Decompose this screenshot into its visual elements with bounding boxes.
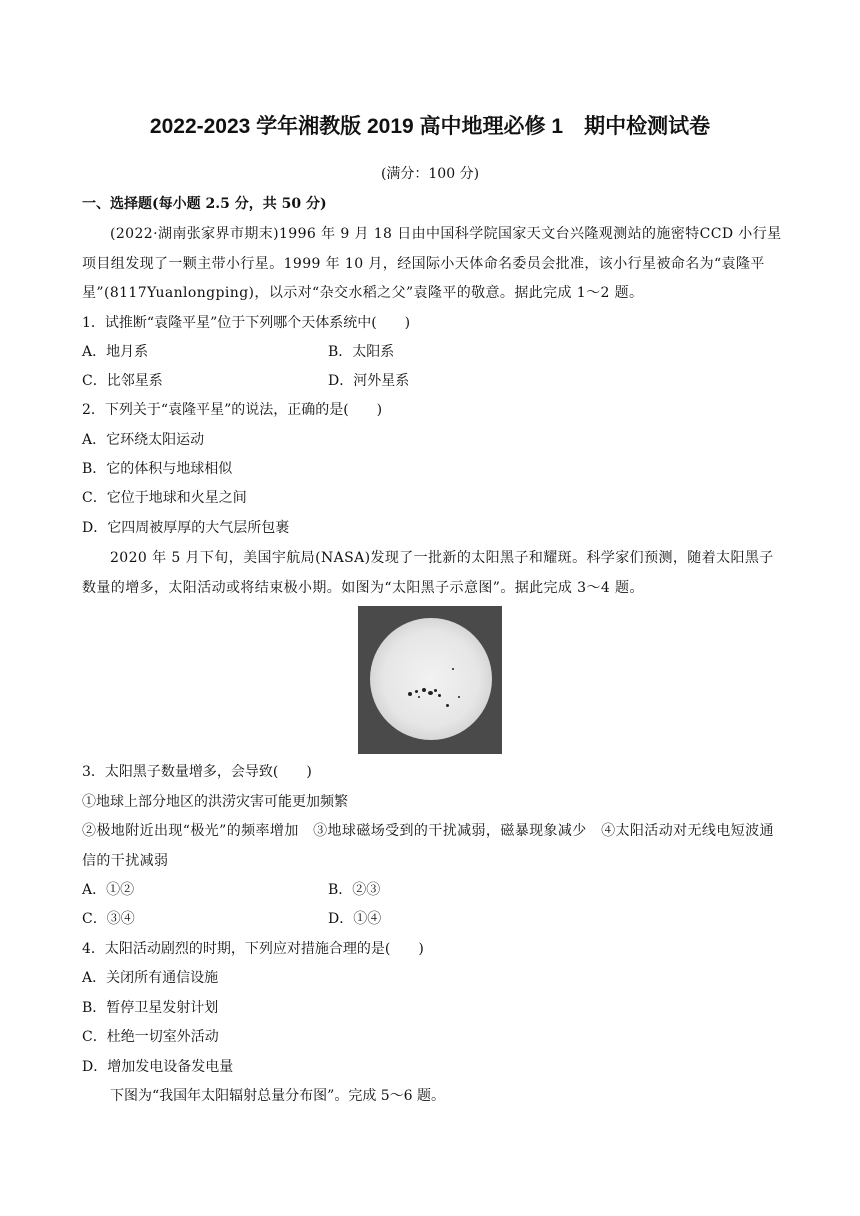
question-4-option-b: B．暂停卫星发射计划 [82,1000,219,1016]
sunspot [452,668,454,670]
question-1-stem: 1．试推断“袁隆平星”位于下列哪个天体系统中( ) [82,315,411,331]
page-title: 2022-2023 学年湘教版 2019 高中地理必修 1 期中检测试卷 [149,115,711,138]
question-3-stem: 3．太阳黑子数量增多，会导致( ) [82,764,312,780]
question-1-option-c: C．比邻星系 [82,373,163,389]
question-4-option-a: A．关闭所有通信设施 [82,970,219,986]
question-1-option-d: D．河外星系 [328,373,410,389]
question-2-option-c: C．它位于地球和火星之间 [82,490,247,506]
sunspot [434,689,437,692]
sunspot [446,704,449,707]
question-2-option-b: B．它的体积与地球相似 [82,461,233,477]
passage-3: 下图为“我国年太阳辐射总量分布图”。完成 5～6 题。 [110,1088,446,1104]
question-3-statement-1: ①地球上部分地区的洪涝灾害可能更加频繁 [82,794,348,810]
question-2-option-d: D．它四周被厚厚的大气层所包裹 [82,520,290,536]
sunspot [438,694,441,697]
sunspot [408,692,412,696]
section-heading: 一、选择题(每小题 2.5 分，共 50 分) [82,196,327,212]
question-3-option-d: D．①④ [328,911,382,927]
sun-disc [370,618,492,740]
question-1-option-b: B．太阳系 [328,344,395,360]
passage-2: 2020 年 5 月下旬，美国宇航局(NASA)发现了一批新的太阳黑子和耀斑。科学家们预测，随着太阳黑子数量的增多，太阳活动或将结束极小期。如图为“太阳黑子示意图”。据此完成 3～4 题。 [82,550,774,596]
question-2-stem: 2．下列关于“袁隆平星”的说法，正确的是( ) [82,402,383,418]
question-3-option-c: C．③④ [82,911,135,927]
question-3-option-a: A．①② [82,882,135,898]
sunspot [415,690,418,693]
passage-1: (2022·湖南张家界市期末)1996 年 9 月 18 日由中国科学院国家天文台兴隆观测站的施密特CCD 小行星项目组发现了一颗主带小行星。1999 年 10 月，经国际小天体命名委员会批准，该小行星被命名为“袁隆平星”(8117Yuanlongping)，以示对“杂交水稻之父”袁隆平的敬意。据此完成 1～2 题。 [82,226,782,301]
question-3-statements-2-4: ②极地附近出现“极光”的频率增加 ③地球磁场受到的干扰减弱，磁暴现象减少 ④太阳活动对无线电短波通信的干扰减弱 [82,823,774,869]
question-4-option-c: C．杜绝一切室外活动 [82,1029,219,1045]
sunspot [458,696,460,698]
question-3-option-b: B．②③ [328,882,381,898]
sunspot [422,688,426,692]
question-4-stem: 4．太阳活动剧烈的时期，下列应对措施合理的是( ) [82,941,424,957]
sunspot [418,696,420,698]
sunspot [428,691,433,695]
question-1-option-a: A．地月系 [82,344,149,360]
score-note: (满分：100 分) [380,166,480,182]
sunspot-image [358,606,502,754]
question-4-option-d: D．增加发电设备发电量 [82,1059,234,1075]
question-2-option-a: A．它环绕太阳运动 [82,432,205,448]
